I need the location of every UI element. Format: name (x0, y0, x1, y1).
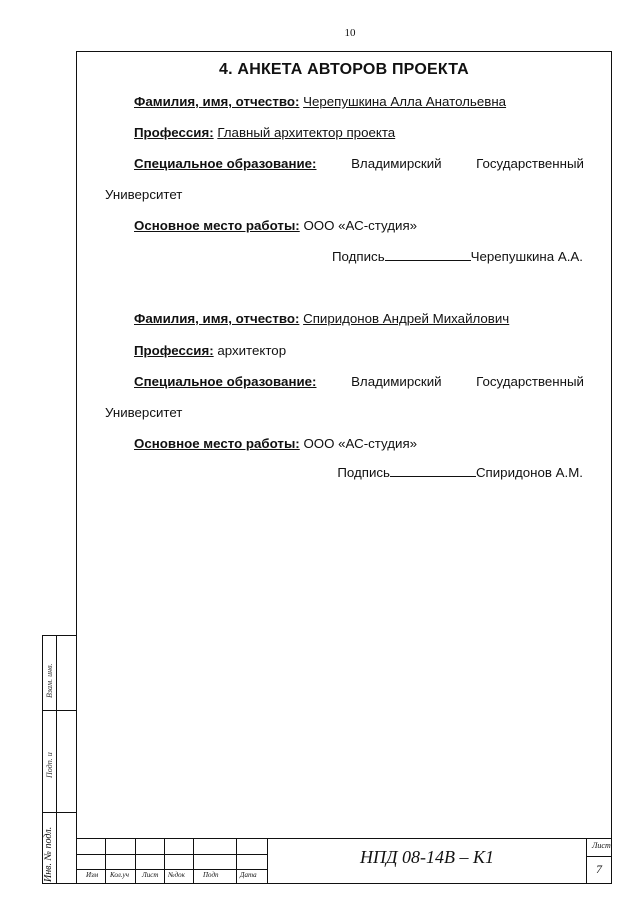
education-value-part1: Владимирский (351, 156, 442, 171)
author-2-work (134, 436, 417, 451)
stamp-col (105, 839, 106, 884)
profession-value: архитектор (217, 343, 287, 358)
strip-divider (56, 636, 57, 883)
signature-name: Черепушкина А.А. (470, 249, 583, 264)
page-number: 10 (344, 27, 356, 39)
stamp-caption-izm: Изм (86, 871, 99, 879)
signature-label: Подпись (332, 249, 385, 264)
stamp-col (135, 839, 136, 884)
work-value: ООО «АС-студия» (303, 218, 418, 233)
stamp-caption-list: Лист (142, 871, 159, 879)
fio-label: Фамилия, имя, отчество: (134, 311, 300, 326)
profession-label: Профессия: (134, 343, 214, 358)
work-value: ООО «АС-студия» (303, 436, 418, 451)
work-label: Основное место работы: (134, 436, 300, 451)
stamp-row (586, 856, 612, 857)
strip-row-line (43, 812, 76, 813)
profession-value: Главный архитектор проекта (217, 125, 396, 140)
education-value-part2: Государственный (476, 156, 584, 171)
education-value-part2: Государственный (476, 374, 584, 389)
page-title: 4. АНКЕТА АВТОРОВ ПРОЕКТА (219, 61, 469, 78)
stamp-caption-data: Дата (240, 871, 257, 879)
signature-label: Подпись (337, 465, 390, 480)
stamp-row (76, 854, 267, 855)
author-1-signature (332, 249, 583, 264)
author-1-profession (134, 125, 395, 140)
education-label: Специальное образование: (134, 156, 317, 171)
margin-inv-podl: Инв. № подл. (43, 826, 54, 882)
author-1-work (134, 218, 417, 233)
stamp-col (193, 839, 194, 884)
author-1-fio (134, 94, 506, 109)
document-designation: НПД 08-14В – К1 (360, 847, 494, 867)
author-2-profession (134, 343, 286, 358)
signature-name: Спиридонов А.М. (475, 465, 583, 480)
fio-label: Фамилия, имя, отчество: (134, 94, 300, 109)
profession-label: Профессия: (134, 125, 214, 140)
stamp-caption-ndok: №док (168, 871, 185, 879)
stamp-caption-podp: Подп (203, 871, 219, 879)
sheet-label: Лист (592, 841, 611, 850)
work-label: Основное место работы: (134, 218, 300, 233)
signature-line (385, 249, 471, 261)
margin-vzam-inv: Взам. инв. (45, 663, 54, 698)
author-2-fio (134, 311, 509, 326)
author-2-signature (337, 465, 583, 480)
author-1-education-cont: Университет (105, 187, 183, 202)
fio-value: Спиридонов Андрей Михайлович (303, 311, 510, 326)
stamp-col (236, 839, 237, 884)
author-2-education-cont: Университет (105, 405, 183, 420)
sheet-number: 7 (596, 862, 602, 876)
education-value-part1: Владимирский (351, 374, 442, 389)
stamp-col (164, 839, 165, 884)
stamp-caption-kolvo: Кол.уч (110, 871, 129, 879)
fio-value: Черепушкина Алла Анатольевна (303, 94, 507, 109)
author-1-education (134, 156, 584, 171)
stamp-row (76, 869, 267, 870)
author-2-education (134, 374, 584, 389)
education-label: Специальное образование: (134, 374, 317, 389)
margin-podp-data: Подп. и (45, 752, 54, 778)
strip-row-line (43, 710, 76, 711)
signature-line (390, 465, 476, 477)
